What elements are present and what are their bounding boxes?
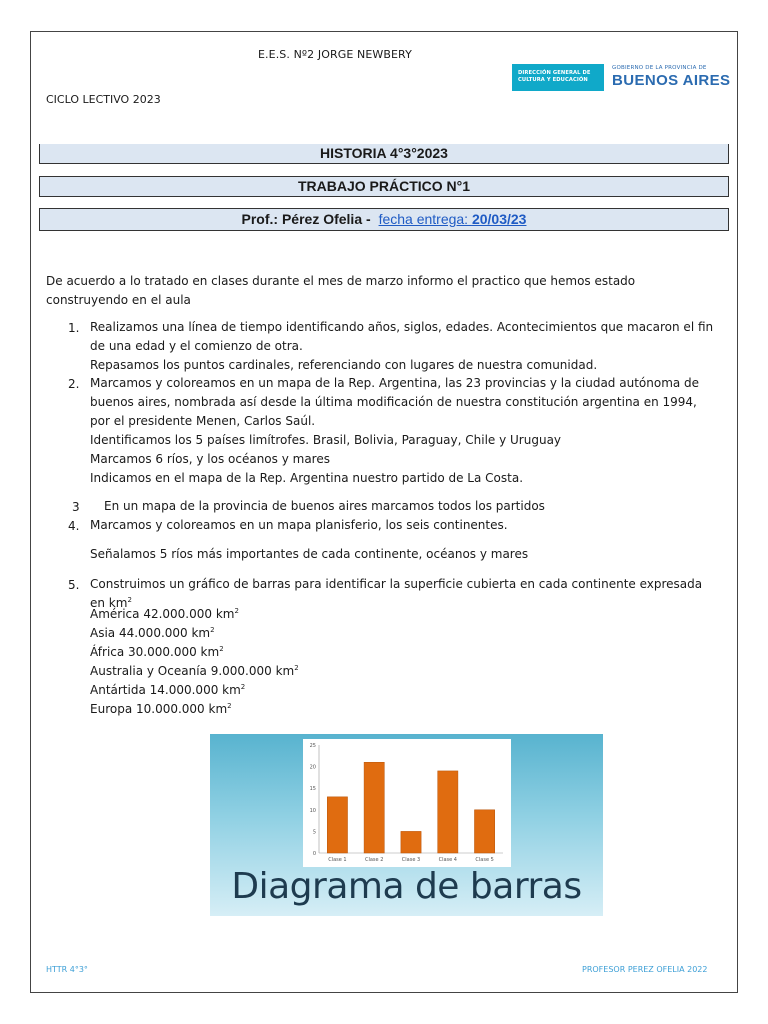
- dgcye-logo: [512, 64, 604, 91]
- teacher-bar: [39, 208, 729, 231]
- government-logo: [512, 63, 731, 91]
- item-4-subtext: Señalamos 5 ríos más importantes de cada continente, océanos y mares: [90, 547, 529, 561]
- y-tick-label: 5: [312, 829, 316, 836]
- area-africa: África 30.000.000 $km^2$: [90, 645, 224, 659]
- bar-1: [327, 797, 347, 853]
- dgcye-line-1: DIRECCIÓN GENERAL DE: [518, 70, 591, 76]
- chart-plot-area: [303, 739, 511, 867]
- bar-3: [401, 831, 421, 853]
- subject-title: HISTORIA 4°3°2023: [39, 144, 729, 164]
- bar-5: [474, 810, 494, 853]
- due-date-link[interactable]: [379, 211, 527, 227]
- item-2-subtext-1: Identificamos los 5 países limítrofes. Brasil, Bolivia, Paraguay, Chile y Uruguay: [90, 433, 562, 447]
- bar-4: [438, 771, 458, 853]
- bar-chart-image: [210, 734, 603, 916]
- item-1-text: Realizamos una línea de tiempo identificando años, siglos, edades. Acontecimientos que macaron el fin de una edad y el comienzo de otra.: [90, 320, 714, 353]
- item-2-text: Marcamos y coloreamos en un mapa de la Rep. Argentina, las 23 provincias y la ciudad autónoma de buenos aires, nombrada así desde la última modificación de nuestra constitución argentina en 1994, por el presidente Menen, Carlos Saúl.: [90, 376, 700, 428]
- teacher-name: Prof.: Pérez Ofelia -: [241, 211, 375, 227]
- assignment-title: TRABAJO PRÁCTICO N°1: [39, 176, 729, 197]
- item-5-number: 5.: [68, 578, 80, 592]
- item-4-number: 4.: [68, 519, 80, 533]
- gob-small-text: GOBIERNO DE LA PROVINCIA DE: [612, 65, 707, 71]
- y-tick-label: 20: [309, 764, 316, 771]
- item-3-text: En un mapa de la provincia de buenos aires marcamos todos los partidos: [104, 499, 545, 513]
- item-5-superscript: 2: [127, 596, 132, 604]
- footer-right: PROFESOR PEREZ OFELIA 2022: [582, 965, 708, 974]
- school-year: CICLO LECTIVO 2023: [46, 93, 161, 106]
- x-tick-label: Clase 4: [438, 857, 458, 863]
- item-4-text: Marcamos y coloreamos en un mapa planisferio, los seis continentes.: [90, 518, 508, 532]
- x-tick-label: Clase 5: [475, 857, 494, 863]
- item-1-number: 1.: [68, 321, 80, 335]
- bar-chart: [303, 739, 511, 867]
- item-5-label: Construimos un gráfico de barras para identificar la superficie cubierta en cada continente expresada en km: [90, 577, 703, 610]
- item-2-subtext-2: Marcamos 6 ríos, y los océanos y mares: [90, 452, 330, 466]
- y-tick-label: 10: [309, 807, 316, 814]
- x-tick-label: Clase 3: [401, 857, 421, 863]
- item-1-subtext: Repasamos los puntos cardinales, referenciando con lugares de nuestra comunidad.: [90, 358, 598, 372]
- due-date-value: 20/03/23: [471, 211, 527, 227]
- item-3-number: 3: [72, 500, 80, 514]
- item-2-subtext-3: Indicamos en el mapa de la Rep. Argentina nuestro partido de La Costa.: [90, 471, 524, 485]
- x-tick-label: Clase 1: [328, 857, 347, 863]
- bar-2: [364, 762, 384, 853]
- continent-area-list: [90, 605, 299, 719]
- area-asia: Asia 44.000.000 $km^2$: [90, 626, 215, 640]
- y-tick-label: 15: [309, 786, 316, 793]
- y-tick-label: 25: [309, 743, 316, 749]
- due-date-label: fecha entrega:: [378, 211, 472, 227]
- footer-left: HTTR 4°3°: [46, 965, 88, 974]
- area-europe: Europa 10.000.000 $km^2$: [90, 702, 232, 716]
- gob-big-text: BUENOS AIRES: [612, 72, 731, 89]
- area-oceania: Australia y Oceanía 9.000.000 $km^2$: [90, 664, 299, 678]
- school-name: E.E.S. Nº2 JORGE NEWBERY: [258, 48, 412, 61]
- buenos-aires-logo: [612, 65, 730, 89]
- x-tick-label: Clase 2: [364, 857, 384, 863]
- intro-paragraph: De acuerdo a lo tratado en clases durante el mes de marzo informo el practico que hemos estado construyendo en el aula: [46, 274, 636, 307]
- dgcye-line-2: CULTURA Y EDUCACIÓN: [518, 77, 588, 83]
- area-antarctica: Antártida 14.000.000 $km^2$: [90, 683, 246, 697]
- y-tick-label: 0: [312, 851, 316, 857]
- area-america: América 42.000.000 $km^2$: [90, 607, 239, 621]
- chart-caption: Diagrama de barras: [231, 866, 582, 907]
- item-2-number: 2.: [68, 377, 80, 391]
